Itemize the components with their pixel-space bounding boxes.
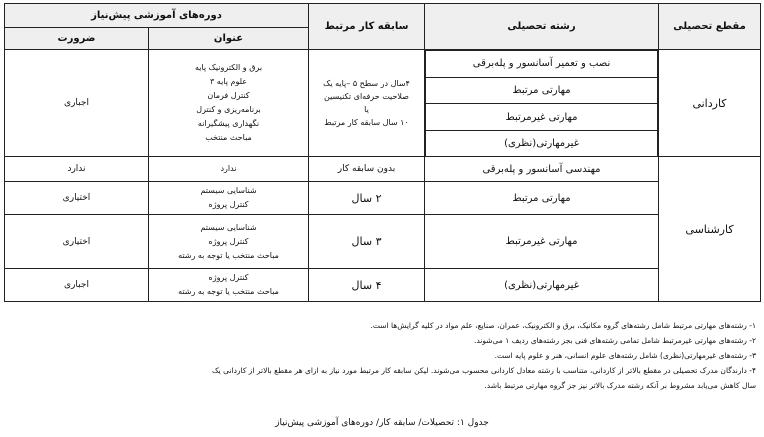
table-caption: جدول ۱: تحصیلات/ سابقه کار/ دوره‌های آموزشی پیش‌نیاز	[275, 418, 489, 428]
header-field: رشته تحصیلی	[425, 4, 659, 50]
requirements-table-wrapper	[4, 3, 760, 302]
note-2: ۲- رشته‌های مهارتی غیرمرتبط شامل تمامی رشته‌های فنی بجز رشته‌های ردیف ۱ می‌شوند.	[473, 336, 756, 345]
karshenasi-course-1-1: ندارد	[220, 164, 237, 173]
kardani-course-4: برنامه‌ریزی و کنترل	[196, 105, 261, 114]
karshenasi-course-4-2: مباحث منتخب یا توجه به رشته	[178, 287, 279, 296]
karshenasi-courses-1	[149, 157, 309, 182]
header-title: عنوان	[149, 28, 309, 50]
kardani-course-3: کنترل فرمان	[207, 91, 250, 100]
header-courses-group: دوره‌های آموزشی پیش‌نیاز	[5, 4, 309, 28]
karshenasi-field-3: مهارتی غیرمرتبط	[425, 215, 659, 269]
requirements-table	[4, 3, 761, 302]
level-kardani: کاردانی	[659, 50, 761, 157]
karshenasi-exp-2: ۲ سال	[309, 182, 425, 215]
kardani-field-2: مهارتی مرتبط	[426, 77, 658, 104]
karshenasi-necessity-1: ندارد	[5, 157, 149, 182]
kardani-exp-line-2: صلاحیت حرفه‌ای تکنیسین	[324, 92, 409, 101]
karshenasi-exp-1: بدون سابقه کار	[309, 157, 425, 182]
karshenasi-course-2-1: شناسایی سیستم	[200, 186, 257, 195]
karshenasi-courses-3	[149, 215, 309, 269]
karshenasi-necessity-4: اجباری	[5, 269, 149, 302]
kardani-fields	[425, 50, 659, 157]
karshenasi-field-1: مهندسی آسانسور و پله‌برقی	[425, 157, 659, 182]
karshenasi-field-2: مهارتی مرتبط	[425, 182, 659, 215]
kardani-field-4: غیرمهارتی(نظری)	[426, 130, 658, 156]
kardani-field-1: نصب و تعمیر آسانسور و پله‌برقی	[426, 51, 658, 78]
table-notes	[8, 318, 756, 393]
kardani-exp-line-1: ۴سال در سطح ۵ –پایه یک	[323, 79, 410, 88]
header-experience: سابقه کار مرتبط	[309, 4, 425, 50]
karshenasi-course-3-2: کنترل پروژه	[208, 236, 249, 246]
kardani-exp-line-4: ۱۰ سال سابقه کار مرتبط	[324, 118, 409, 127]
kardani-course-5: نگهداری پیشگیرانه	[197, 119, 260, 128]
karshenasi-courses-2	[149, 182, 309, 215]
karshenasi-course-2-2: کنترل پروژه	[208, 200, 249, 209]
header-necessity: ضرورت	[5, 28, 149, 50]
header-level: مقطع تحصیلی	[659, 4, 761, 50]
karshenasi-exp-3: ۳ سال	[309, 215, 425, 269]
karshenasi-necessity-3: اختیاری	[5, 215, 149, 269]
kardani-experience	[309, 50, 425, 157]
karshenasi-exp-4: ۴ سال	[309, 269, 425, 302]
kardani-exp-line-3: یا	[364, 105, 369, 114]
note-4: ۴- دارندگان مدرک تحصیلی در مقطع بالاتر از کاردانی، متناسب با رشته معادل کاردانی محسوب می‌شوند. لیکن سابقه کار مرتبط مورد نیاز به ازای هر مقطع بالاتر از کاردانی یک	[211, 366, 756, 375]
karshenasi-courses-4	[149, 269, 309, 302]
kardani-necessity: اجباری	[5, 50, 149, 157]
kardani-courses	[149, 50, 309, 157]
level-karshenasi: کارشناسی	[659, 157, 761, 302]
karshenasi-field-4: غیرمهارتی(نظری)	[425, 269, 659, 302]
kardani-course-1: برق و الکترونیک پایه	[194, 63, 263, 72]
karshenasi-necessity-2: اختیاری	[5, 182, 149, 215]
kardani-field-3: مهارتی غیرمرتبط	[426, 104, 658, 131]
note-4-continued: سال کاهش می‌یابد مشروط بر آنکه رشته مدرک بالاتر نیز جز گروه مهارتی مرتبط باشد.	[484, 381, 756, 390]
karshenasi-course-3-3: مباحث منتخب یا توجه به رشته	[178, 250, 279, 260]
karshenasi-course-3-1: شناسایی سیستم	[200, 222, 257, 232]
kardani-course-6: مباحث منتخب	[205, 133, 252, 142]
note-1: ۱- رشته‌های مهارتی مرتبط شامل رشته‌های گروه مکانیک، برق و الکترونیک، عمران، صنایع، علم مواد در کلیه گرایش‌ها است.	[370, 321, 756, 330]
kardani-course-2: علوم پایه ۳	[209, 77, 248, 86]
karshenasi-course-4-1: کنترل پروژه	[208, 273, 249, 282]
note-3: ۳- رشته‌های غیرمهارتی(نظری) شامل رشته‌های علوم انسانی، هنر و علوم پایه است.	[494, 351, 756, 360]
